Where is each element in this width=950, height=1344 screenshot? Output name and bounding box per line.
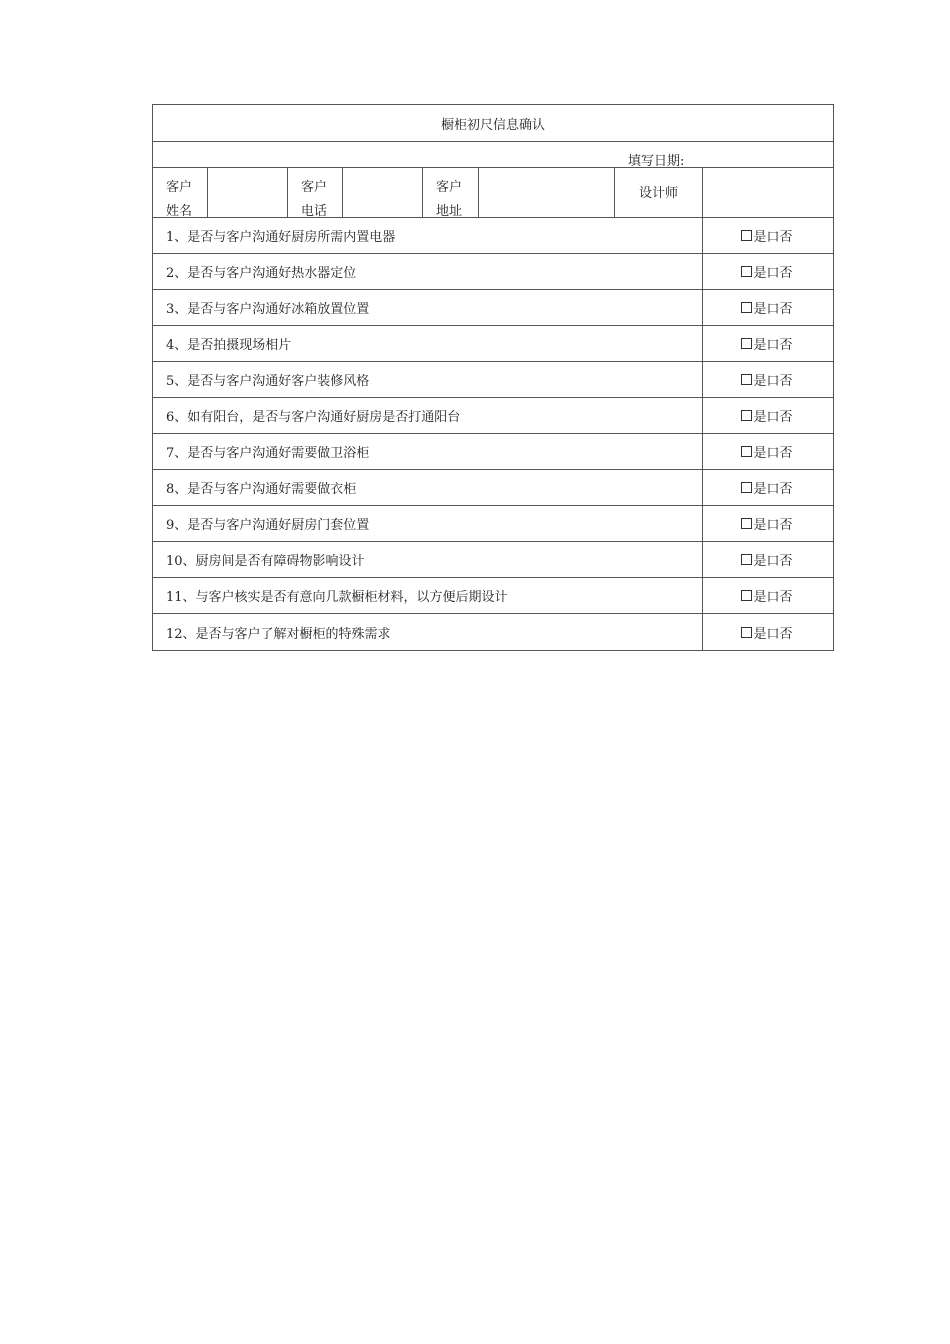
yes-no-options [703, 434, 833, 469]
customer-name-label: 客户 姓名 [153, 168, 208, 217]
question-row [153, 362, 833, 398]
yes-no-options [703, 326, 833, 361]
question-text: 6、如有阳台，是否与客户沟通好厨房是否打通阳台 [153, 398, 703, 433]
yes-label: 是 [753, 518, 767, 533]
customer-info-row [153, 168, 833, 218]
yes-checkbox[interactable] [741, 446, 752, 457]
yes-checkbox[interactable] [741, 338, 752, 349]
yes-label: 是 [753, 266, 767, 281]
no-label: 否 [779, 518, 793, 533]
yes-label: 是 [753, 626, 767, 642]
yes-no-options [703, 542, 833, 577]
question-row [153, 218, 833, 254]
question-row [153, 506, 833, 542]
question-text: 3、是否与客户沟通好冰箱放置位置 [153, 290, 703, 325]
date-row [153, 142, 833, 168]
no-label: 否 [779, 590, 793, 605]
question-text: 1、是否与客户沟通好厨房所需内置电器 [153, 218, 703, 253]
no-checkbox[interactable]: 口 [766, 302, 780, 317]
yes-checkbox[interactable] [741, 627, 752, 638]
question-text: 5、是否与客户沟通好客户装修风格 [153, 362, 703, 397]
yes-checkbox[interactable] [741, 410, 752, 421]
question-row [153, 326, 833, 362]
question-row [153, 254, 833, 290]
no-label: 否 [779, 374, 793, 389]
question-text: 11、与客户核实是否有意向几款橱柜材料，以方便后期设计 [153, 578, 703, 613]
cabinet-measure-form [152, 104, 834, 651]
yes-label: 是 [753, 410, 767, 425]
yes-no-options [703, 362, 833, 397]
no-label: 否 [779, 554, 793, 569]
customer-phone-field[interactable] [343, 168, 423, 217]
question-text: 7、是否与客户沟通好需要做卫浴柜 [153, 434, 703, 469]
yes-label: 是 [753, 554, 767, 569]
yes-no-options [703, 614, 833, 650]
no-checkbox[interactable]: 口 [766, 446, 780, 461]
form-title-row [153, 105, 833, 142]
no-label: 否 [779, 626, 793, 642]
question-row [153, 398, 833, 434]
customer-address-label: 客户 地址 [423, 168, 479, 217]
question-row [153, 470, 833, 506]
question-text: 4、是否拍摄现场相片 [153, 326, 703, 361]
designer-label: 设计师 [615, 168, 703, 217]
yes-label: 是 [753, 302, 767, 317]
yes-no-options [703, 506, 833, 541]
no-checkbox[interactable]: 口 [766, 626, 780, 642]
no-label: 否 [779, 230, 793, 245]
question-row [153, 542, 833, 578]
yes-no-options [703, 218, 833, 253]
yes-checkbox[interactable] [741, 518, 752, 529]
no-checkbox[interactable]: 口 [766, 266, 780, 281]
no-checkbox[interactable]: 口 [766, 338, 780, 353]
yes-checkbox[interactable] [741, 302, 752, 313]
customer-phone-label: 客户 电话 [288, 168, 343, 217]
yes-checkbox[interactable] [741, 266, 752, 277]
no-label: 否 [779, 266, 793, 281]
yes-no-options [703, 470, 833, 505]
yes-checkbox[interactable] [741, 482, 752, 493]
question-row [153, 290, 833, 326]
yes-no-options [703, 398, 833, 433]
yes-no-options [703, 578, 833, 613]
question-text: 2、是否与客户沟通好热水器定位 [153, 254, 703, 289]
customer-address-field[interactable] [479, 168, 615, 217]
yes-no-options [703, 254, 833, 289]
question-row [153, 578, 833, 614]
question-row [153, 434, 833, 470]
yes-label: 是 [753, 374, 767, 389]
customer-name-field[interactable] [208, 168, 288, 217]
question-row [153, 614, 833, 650]
no-label: 否 [779, 482, 793, 497]
yes-label: 是 [753, 446, 767, 461]
yes-checkbox[interactable] [741, 554, 752, 565]
yes-no-options [703, 290, 833, 325]
no-label: 否 [779, 446, 793, 461]
no-checkbox[interactable]: 口 [766, 518, 780, 533]
question-text: 9、是否与客户沟通好厨房门套位置 [153, 506, 703, 541]
question-text: 12、是否与客户了解对橱柜的特殊需求 [153, 614, 703, 650]
question-list [153, 218, 833, 650]
no-label: 否 [779, 410, 793, 425]
yes-label: 是 [753, 230, 767, 245]
question-text: 8、是否与客户沟通好需要做衣柜 [153, 470, 703, 505]
yes-label: 是 [753, 482, 767, 497]
yes-checkbox[interactable] [741, 374, 752, 385]
no-checkbox[interactable]: 口 [766, 374, 780, 389]
form-title: 橱柜初尺信息确认 [440, 117, 545, 133]
yes-label: 是 [753, 590, 767, 605]
no-label: 否 [779, 338, 793, 353]
no-label: 否 [779, 302, 793, 317]
yes-label: 是 [753, 338, 767, 353]
no-checkbox[interactable]: 口 [766, 590, 780, 605]
no-checkbox[interactable]: 口 [766, 410, 780, 425]
yes-checkbox[interactable] [741, 590, 752, 601]
designer-field[interactable] [703, 168, 833, 217]
question-text: 10、厨房间是否有障碍物影响设计 [153, 542, 703, 577]
yes-checkbox[interactable] [741, 230, 752, 241]
no-checkbox[interactable]: 口 [766, 482, 780, 497]
fill-date-label: 填写日期: [628, 154, 685, 169]
no-checkbox[interactable]: 口 [766, 554, 780, 569]
no-checkbox[interactable]: 口 [766, 230, 780, 245]
